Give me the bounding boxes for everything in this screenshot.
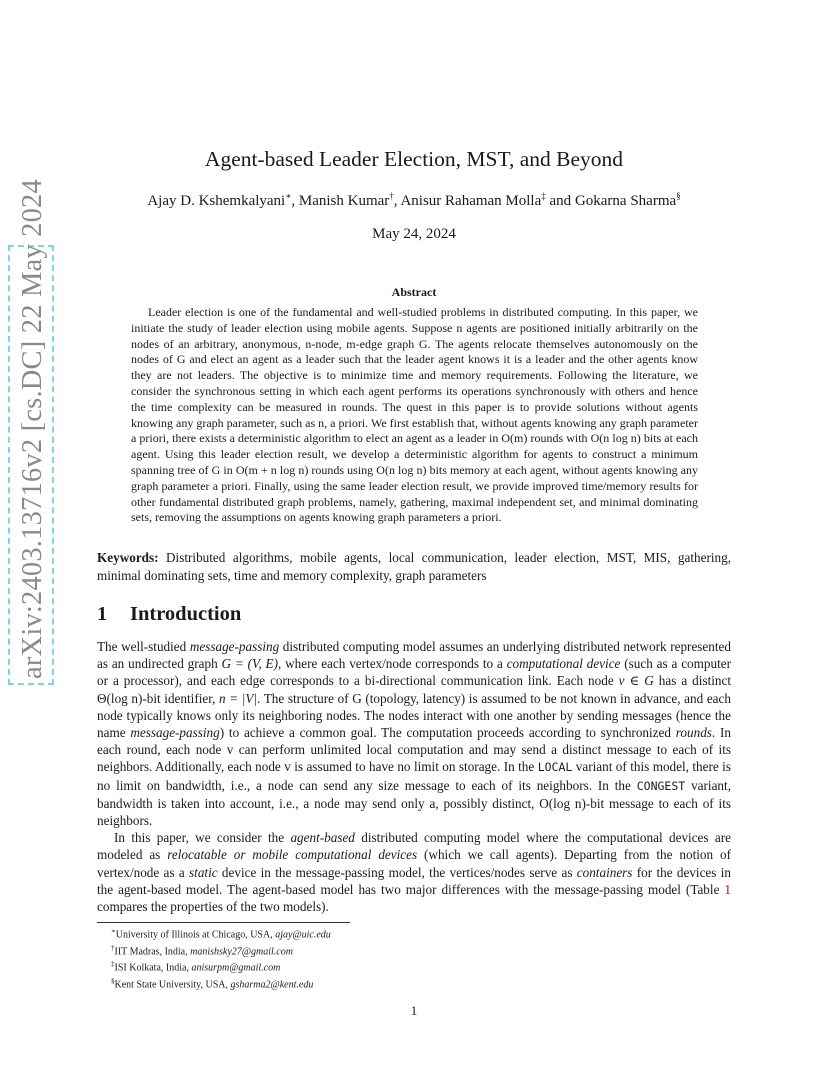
footnote [111, 925, 331, 942]
keywords-list: Distributed algorithms, mobile agents, local communication, leader election, MST, MIS, gathering, minimal dominating sets, time and memory complexity, graph parameters [97, 550, 731, 583]
text-run: (which we call agents). Departing from the notion of vertex/node as a [97, 847, 731, 880]
text-run: . The structure of G (topology, latency) is assumed to be not known in advance, and each node typically knows only its neighboring nodes. The nodes interact with one another by sending messages (hence the name [97, 690, 731, 741]
emphasis: message-passing [189, 639, 280, 654]
page-number: 1 [410, 1003, 418, 1018]
paper-title: Agent-based Leader Election, MST, and Beyond [204, 147, 624, 171]
paper-date: May 24, 2024 [372, 226, 456, 242]
footnote [111, 958, 331, 975]
footnote-mark: § [111, 977, 115, 986]
footnote-rule [97, 922, 350, 923]
footnotes [111, 925, 331, 992]
text-run: , where each vertex/node corresponds to a [277, 656, 507, 672]
keywords-label: Keywords: [97, 550, 159, 565]
footnote [111, 942, 331, 959]
author-separator: , [393, 193, 401, 209]
text-run: distributed computing model assumes an underlying distributed network represented as an undirected graph [97, 639, 731, 672]
text-run: The well-studied [97, 639, 190, 654]
section-heading [97, 603, 241, 626]
emphasis: message-passing [130, 725, 220, 741]
text-run: (such as a computer or a processor), and each edge corresponds to a bi-directional communication link. Each node [97, 656, 732, 689]
body-text [97, 638, 731, 915]
table-reference-link[interactable]: 1 [724, 881, 731, 897]
math: G = (V, E) [221, 656, 278, 672]
footnote-mark: † [111, 943, 115, 952]
footnote-mark: ‡ [111, 960, 115, 969]
footnote-text: ISI Kolkata, India, [114, 962, 192, 974]
author-name: Anisur Rahaman Molla [400, 193, 542, 209]
author-name: Ajay D. Kshemkalyani [147, 193, 286, 209]
emphasis: agent-based [290, 830, 355, 846]
keywords [97, 549, 731, 585]
author-name: Manish Kumar [298, 193, 390, 209]
model-name: CONGEST [636, 778, 686, 793]
emphasis: relocatable or mobile computational devices [167, 847, 418, 863]
author-mark[interactable]: ‡ [541, 191, 546, 201]
text-run: compares the properties of the two models). [97, 899, 329, 915]
footnote-text: University of Illinois at Chicago, USA, [115, 929, 276, 941]
text-run: variant, bandwidth is taken into account, i.e., a node may send only a, possibly distinct, O(log n)-bit message to each of its neighbors. [97, 777, 731, 829]
arxiv-sidebar [8, 179, 54, 685]
text-run: variant of this model, there is no limit on bandwidth, i.e., a node can send any size message to each of its neighbors. In the [97, 759, 731, 793]
text-run: has a distinct Θ(log n)-bit identifier, [97, 673, 732, 706]
author-mark[interactable]: † [389, 191, 394, 201]
math: v ∈ G [618, 673, 654, 689]
author-separator: and [545, 193, 575, 209]
text-run: ) to achieve a common goal. The computation proceeds according to synchronized [219, 725, 676, 741]
author-list [0, 191, 828, 210]
emphasis: static [189, 864, 218, 880]
email-link[interactable]: gsharma2@kent.edu [230, 979, 314, 991]
footnote-text: IIT Madras, India, [114, 946, 191, 958]
author-mark[interactable]: ∗ [285, 191, 292, 201]
author-separator: , [291, 193, 299, 209]
math: n = |V| [219, 690, 258, 706]
author-name: Gokarna Sharma [574, 193, 677, 209]
email-link[interactable]: ajay@uic.edu [275, 929, 331, 941]
section-number: 1 [97, 603, 108, 625]
author-mark[interactable]: § [676, 191, 681, 201]
footnote [111, 975, 331, 992]
email-link[interactable]: anisurpm@gmail.com [191, 962, 281, 974]
abstract-text: Leader election is one of the fundamental and well-studied problems in distributed computing. In this paper, we initiate the study of leader election using mobile agents. Suppose n agents are positioned initially arbitrarily on the nodes of an arbitrary, anonymous, n-node, m-edge graph G. The agents relocate themselves autonomously on the nodes of G and elect an agent as a leader such that the leader agent knows it is a leader and the other agents know they are not leaders. The objective is to minimize time and memory requirements. Following the literature, we consider the synchronous setting in which each agent performs its operations synchronously with others and hence the time complexity can be measured in rounds. The quest in this paper is to provide solutions without agents knowing any graph parameter, such as n, a priori. We first establish that, without agents knowing any graph parameter a priori, there exists a deterministic algorithm to elect an agent as a leader in O(m) rounds with O(n log n) bits at each agent. Using this leader election result, we develop a deterministic algorithm for agents to construct a minimum spanning tree of G in O(m + n log n) rounds using O(n log n) bits memory at each agent, without agents knowing any graph parameter a priori. Finally, using the same leader election result, we provide improved time/memory results for other fundamental distributed graph problems, namely, gathering, maximal independent set, and minimal dominating sets, removing the assumptions on agents knowing graph parameters a priori. [131, 305, 698, 525]
text-run: In this paper, we consider the [114, 830, 291, 846]
emphasis: rounds [675, 725, 712, 741]
section-title: Introduction [130, 603, 242, 625]
paragraph [97, 829, 731, 915]
text-run: for the devices in the agent-based model. The agent-based model has two major differences with the message-passing model (Table [97, 864, 731, 897]
text-run: distributed computing model where the computational devices are modeled as [97, 830, 731, 863]
abstract-heading: Abstract [391, 285, 437, 299]
footnote-text: Kent State University, USA, [114, 979, 231, 991]
text-run: device in the message-passing model, the vertices/nodes serve as [217, 864, 577, 880]
emphasis: computational device [506, 656, 621, 672]
footnote-mark: ∗ [111, 927, 116, 935]
email-link[interactable]: manishsky27@gmail.com [190, 946, 293, 958]
emphasis: containers [576, 864, 633, 880]
model-name: LOCAL [537, 760, 573, 775]
arxiv-identifier[interactable]: arXiv:2403.13716v2 [cs.DC] 22 May 2024 [8, 245, 54, 685]
paragraph [97, 638, 731, 829]
text-run: . In each round, each node v can perform unlimited local computation and may send a distinct message to each of its neighbors. Additionally, each node v is assumed to have no limit on storage. In the [97, 725, 731, 775]
